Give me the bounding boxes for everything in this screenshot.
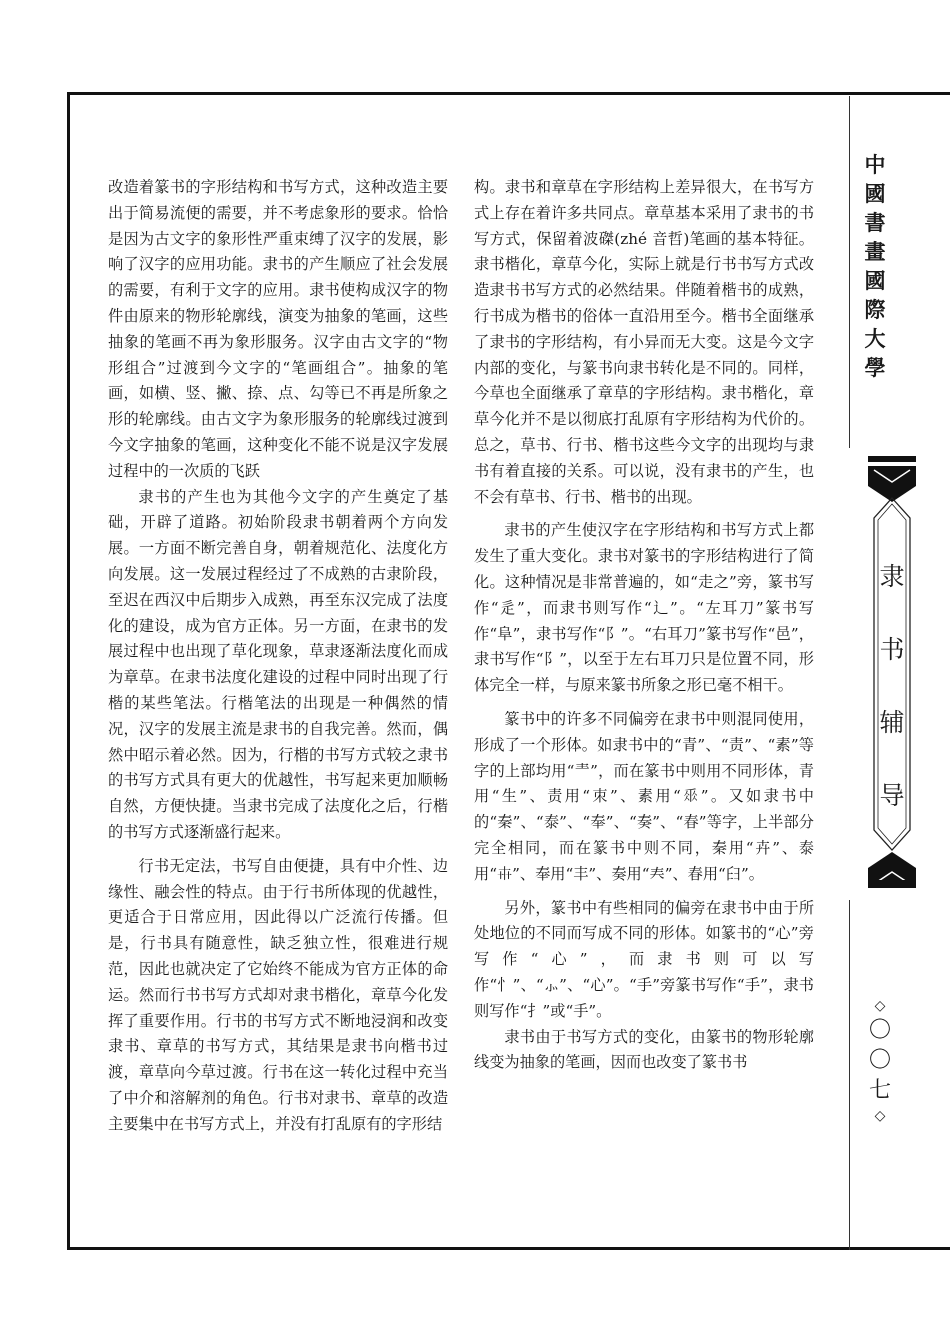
paragraph: 构。隶书和章草在字形结构上差异很大，在书写方式上存在着许多共同点。章草基本采用了隶书的书写方式，保留着波磔(zhé 音哲)笔画的基本特征。隶书楷化，章草今化，实际上就是行书书写方式改造隶书书写方式的必然结果。伴随着楷书的成熟，行书成为楷书的俗体一直沿用至今。楷书全面继承了隶书的字形结构，有小异而无大变。这是今文字内部的变化，与篆书向隶书转化是不同的。同样，今草也全面继承了章草的字形结构。隶书楷化，章草今化并不是以彻底打乱原有字形结构为代价的。总之，草书、行书、楷书这些今文字的出现均与隶书有着直接的关系。可以说，没有隶书的产生，也不会有草书、行书、楷书的出现。: [474, 178, 814, 506]
section-title-vertical: [872, 540, 912, 832]
school-char: 國: [864, 181, 886, 206]
school-char: 國: [864, 268, 886, 293]
school-char: 書: [864, 210, 886, 235]
section-char: 隶: [879, 562, 905, 591]
decor-bar: [868, 880, 916, 886]
page-number-char: 〇: [868, 1018, 891, 1043]
section-char: 书: [879, 635, 905, 664]
sidebar-rule-bottom: [849, 900, 850, 1250]
text-column-right: [474, 175, 814, 1076]
diamond-icon: ◇: [874, 1108, 886, 1124]
paragraph: 隶书的产生也为其他今文字的产生奠定了基础，开辟了道路。初始阶段隶书朝着两个方向发展。一方面不断完善自身，朝着规范化、法度化方向发展。这一发展过程经过了不成熟的古隶阶段，至迟在西汉中后期步入成熟，再至东汉完成了法度化的建设，成为官方正体。另一方面，在隶书的发展过程中也出现了草化现象，草隶逐渐法度化而成为章草。在隶书法度化建设的过程中同时出现了行楷的某些笔法。行楷笔法的出现是一种偶然的情况，汉字的发展主流是隶书的自我完善。然而，偶然中昭示着必然。因为，行楷的书写方式较之隶书的书写方式具有更大的优越性，书写起来更加顺畅自然，方便快捷。当隶书完成了法度化之后，行楷的书写方式逐渐盛行起来。: [108, 487, 448, 841]
text-column-left: [108, 175, 448, 1137]
section-char: 导: [879, 781, 905, 810]
decor-bar: [868, 456, 916, 462]
school-char: 際: [864, 297, 886, 322]
paragraph: 改造着篆书的字形结构和书写方式，这种改造主要出于简易流便的需要，并不考虑象形的要求。恰恰是因为古文字的象形性严重束缚了汉字的发展，影响了汉字的应用功能。隶书的产生顺应了社会发展的需要，有利于文字的应用。隶书使构成汉字的物件由原来的物形轮廓线，演变为抽象的笔画，这些抽象的笔画不再为象形服务。汉字由古文字的“物形组合”过渡到今文字的“笔画组合”。抽象的笔画，如横、竖、撇、捺、点、勾等已不再是所象之形的轮廓线。由古文字为象形服务的轮廓线过渡到今文字抽象的笔画，这种变化不能不说是汉字发展过程中的一次质的飞跃: [108, 178, 448, 480]
school-name-vertical: [860, 150, 890, 382]
paragraph: 隶书的产生使汉字在字形结构和书写方式上都发生了重大变化。隶书对篆书的字形结构进行了简化。这种情况是非常普遍的，如“走之”旁，篆书写作“辵”，而隶书则写作“辶”。“左耳刀”篆书写作“阜”，隶书写作“阝”。“右耳刀”篆书写作“邑”，隶书写作“阝”，以至于左右耳刀只是位置不同，形体完全一样，与原来篆书所象之形已毫不相干。: [474, 521, 814, 695]
section-char: 辅: [879, 708, 905, 737]
diamond-icon: ◇: [874, 998, 886, 1014]
school-char: 畫: [864, 239, 886, 264]
school-char: 學: [864, 355, 886, 380]
paragraph: 行书无定法，书写自由便捷，具有中介性、边缘性、融会性的特点。由于行书所体现的优越性，更适合于日常应用，因此得以广泛流行传播。但是，行书具有随意性，缺乏独立性，很难进行规范，因此也就决定了它始终不能成为官方正体的命运。然而行书书写方式却对隶书楷化，章草今化发挥了重要作用。行书的书写方式不断地浸润和改变隶书、章草的书写方式，其结果是隶书向楷书过渡，章草向今草过渡。行书在这一转化过程中充当了中介和溶解剂的角色。行书对隶书、章草的改造主要集中在书写方式上，并没有打乱原有的字形结: [108, 856, 448, 1133]
school-char: 大: [864, 326, 886, 351]
page-number-char: 〇: [868, 1048, 891, 1073]
paragraph: 另外，篆书中有些相同的偏旁在隶书中由于所处地位的不同而写成不同的形体。如篆书的“心”旁写作“心”，而隶书则可以写作“忄”、“⺗”、“心”。“手”旁篆书写作“手”，隶书则写作“扌”或“手”。: [474, 898, 814, 1020]
paragraph: 隶书由于书写方式的变化，由篆书的物形轮廓线变为抽象的笔画，因而也改变了篆书书: [474, 1027, 814, 1072]
paragraph: 篆书中的许多不同偏旁在隶书中则混同使用，形成了一个形体。如隶书中的“青”、“责”、“素”等字的上部均用“龶”，而在篆书中则用不同形体，青用“生”、责用“朿”、素用“𠂹”。又如隶书中的“秦”、“泰”、“奉”、“奏”、“春”等字，上半部分完全相同，而在篆书中则不同，秦用“𠦄”、泰用“𠦃”、奉用“丰”、奏用“𡗗”、春用“𦥑”。: [474, 709, 814, 883]
school-char: 中: [864, 152, 886, 177]
page-number-char: 七: [868, 1078, 891, 1103]
sidebar-rule-top: [849, 96, 850, 448]
page-number-vertical: [862, 996, 898, 1126]
